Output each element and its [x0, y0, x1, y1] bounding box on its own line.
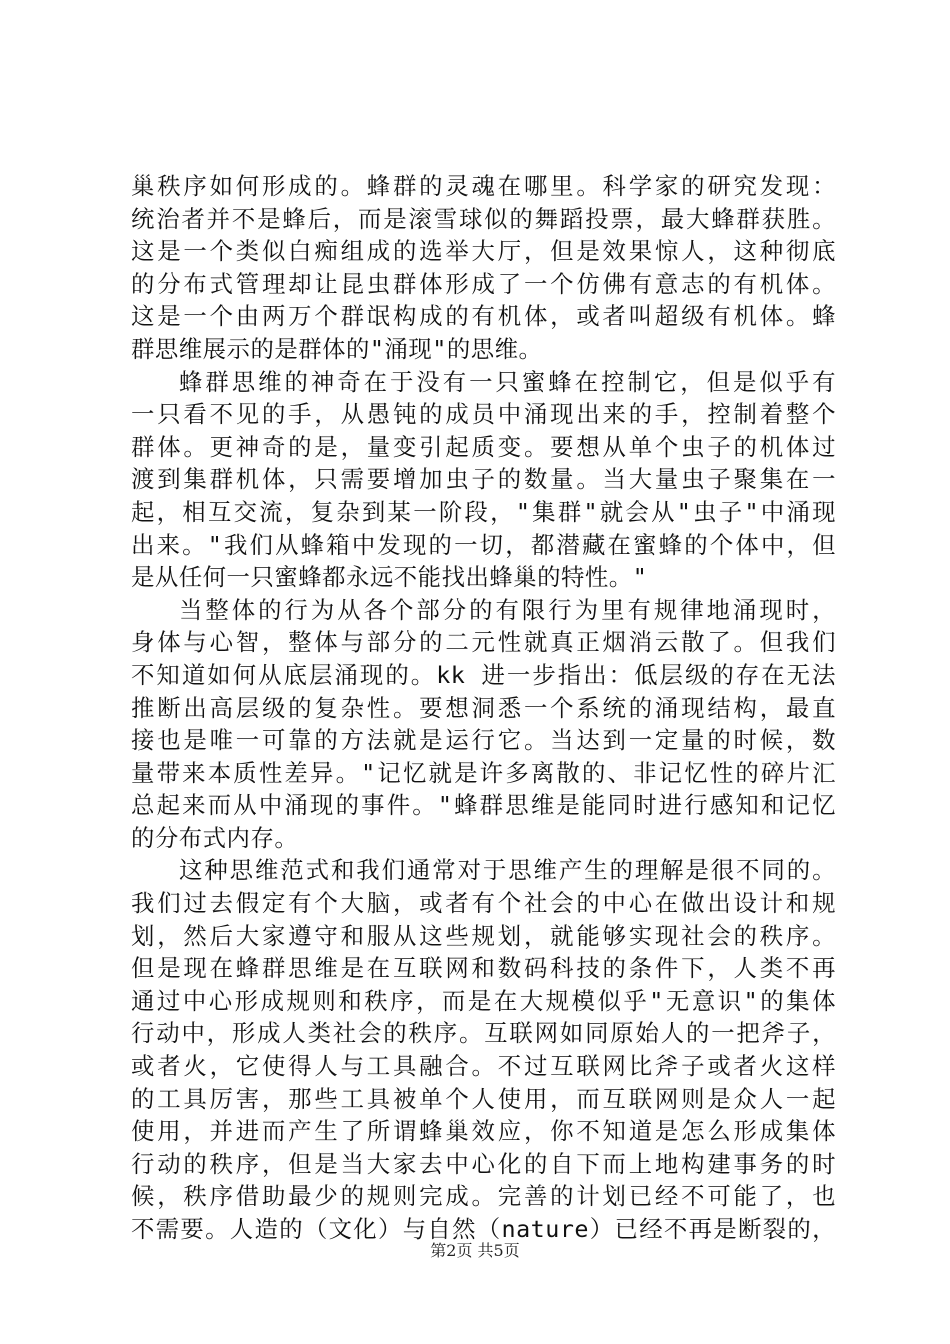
text-line: 使用，并进而产生了所谓蜂巢效应，你不知道是怎么形成集体	[131, 1117, 836, 1146]
text-line: 渡到集群机体，只需要增加虫子的数量。当大量虫子聚集在一	[131, 465, 836, 494]
document-body	[131, 170, 836, 1246]
text-line: 这种思维范式和我们通常对于思维产生的理解是很不同的。	[179, 856, 836, 885]
text-line: 的分布式内存。	[131, 823, 299, 852]
page-footer: 第2页 共5页	[430, 1241, 520, 1260]
text-line: 起，相互交流，复杂到某一阶段，"集群"就会从"虫子"中涌现	[131, 497, 836, 526]
text-line: 群思维展示的是群体的"涌现"的思维。	[131, 334, 543, 363]
text-line: 总起来而从中涌现的事件。"蜂群思维是能同时进行感知和记忆	[131, 791, 836, 820]
text-line: 当整体的行为从各个部分的有限行为里有规律地涌现时，	[179, 595, 836, 624]
text-line: 行动中，形成人类社会的秩序。互联网如同原始人的一把斧子，	[131, 1019, 836, 1048]
text-line: 量带来本质性差异。"记忆就是许多离散的、非记忆性的碎片汇	[131, 758, 836, 787]
text-line: 划，然后大家遵守和服从这些规划，就能够实现社会的秩序。	[131, 921, 836, 950]
text-line: 一只看不见的手，从愚钝的成员中涌现出来的手，控制着整个	[131, 400, 836, 429]
text-line: 行动的秩序，但是当大家去中心化的自下而上地构建事务的时	[131, 1149, 836, 1178]
text-line: 不知道如何从底层涌现的。kk 进一步指出：低层级的存在无法	[131, 660, 836, 689]
text-line: 巢秩序如何形成的。蜂群的灵魂在哪里。科学家的研究发现：	[131, 172, 836, 200]
text-line: 的工具厉害，那些工具被单个人使用，而互联网则是众人一起	[131, 1084, 836, 1113]
text-line: 通过中心形成规则和秩序，而是在大规模似乎"无意识"的集体	[131, 986, 836, 1015]
text-line: 候，秩序借助最少的规则完成。完善的计划已经不可能了，也	[131, 1182, 836, 1211]
text-line: 但是现在蜂群思维是在互联网和数码科技的条件下，人类不再	[131, 954, 836, 983]
text-line: 是从任何一只蜜蜂都永远不能找出蜂巢的特性。"	[131, 563, 648, 592]
text-line: 推断出高层级的复杂性。要想洞悉一个系统的涌现结构，最直	[131, 693, 836, 722]
text-line: 群体。更神奇的是，量变引起质变。要想从单个虫子的机体过	[131, 432, 836, 461]
text-line: 接也是唯一可靠的方法就是运行它。当达到一定量的时候，数	[131, 726, 836, 755]
text-line: 不需要。人造的（文化）与自然（nature）已经不再是断裂的，	[131, 1215, 836, 1243]
text-line: 统治者并不是蜂后，而是滚雪球似的舞蹈投票，最大蜂群获胜。	[131, 204, 836, 233]
text-line: 这是一个类似白痴组成的选举大厅，但是效果惊人，这种彻底	[131, 237, 836, 266]
text-line: 身体与心智，整体与部分的二元性就真正烟消云散了。但我们	[131, 628, 836, 657]
text-line: 的分布式管理却让昆虫群体形成了一个仿佛有意志的有机体。	[131, 269, 836, 298]
text-line: 这是一个由两万个群氓构成的有机体，或者叫超级有机体。蜂	[131, 302, 836, 331]
text-line: 我们过去假定有个大脑，或者有个社会的中心在做出设计和规	[131, 889, 836, 918]
text-line: 蜂群思维的神奇在于没有一只蜜蜂在控制它，但是似乎有	[179, 367, 836, 396]
text-line: 或者火，它使得人与工具融合。不过互联网比斧子或者火这样	[131, 1052, 836, 1081]
text-line: 出来。"我们从蜂箱中发现的一切，都潜藏在蜜蜂的个体中，但	[131, 530, 836, 559]
